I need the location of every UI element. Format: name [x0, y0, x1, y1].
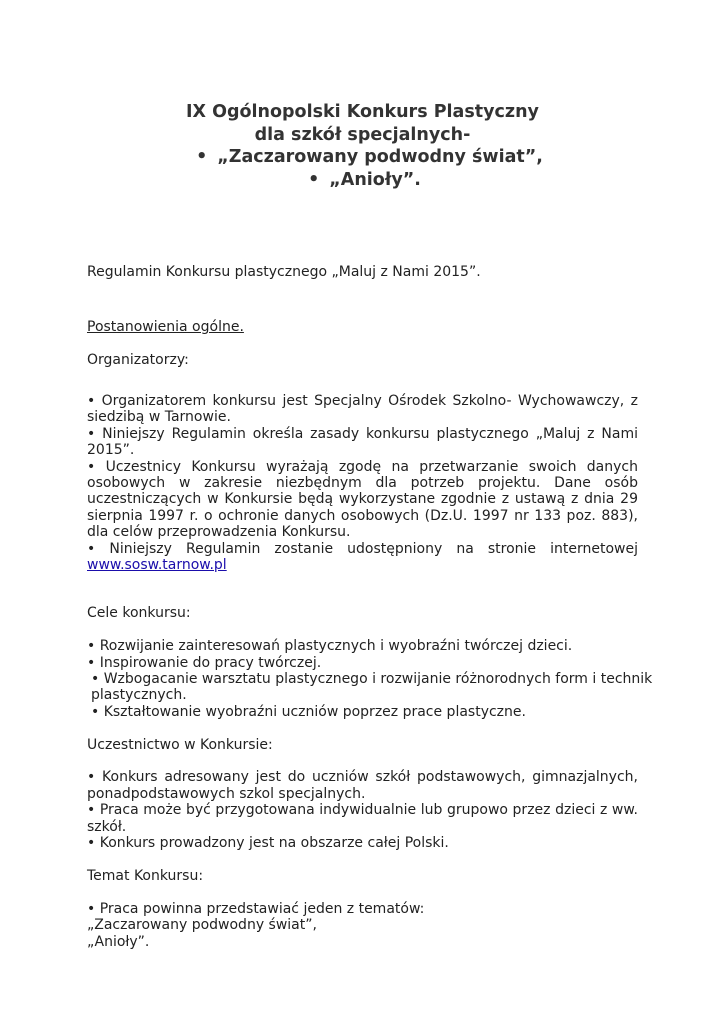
temat-heading: Temat Konkursu:: [87, 867, 204, 884]
bullet-icon: •: [196, 147, 208, 167]
title-topic-1: [0, 146, 725, 169]
postanowienia-heading: Postanowienia ogólne.: [87, 319, 244, 336]
cele-heading: Cele konkursu:: [87, 605, 191, 622]
temat-topic-1: „Zaczarowany podwodny świat”,: [87, 917, 317, 934]
organizatorzy-item-4: [87, 541, 638, 574]
cele-item-3: • Wzbogacanie warsztatu plastycznego i rozwijanie różnorodnych form i technik: [91, 671, 653, 688]
organizatorzy-item-4-text: • Niniejszy Regulamin zostanie udostępniony na stronie internetowej: [87, 540, 638, 557]
temat-topic-2: „Anioły”.: [87, 933, 150, 950]
organizatorzy-heading: Organizatorzy:: [87, 352, 189, 369]
organizatorzy-item-3: • Uczestnicy Konkursu wyrażają zgodę na przetwarzanie swoich danych osobowych w zakresie niezbędnym dla potrzeb projektu. Dane osób uczestniczących w Konkursie będą wykorzystane zgodnie z ustawą z dnia 29 sierpnia 1997 r. o ochronie danych osobowych (Dz.U. 1997 nr 133 poz. 883), dla celów przeprowadzenia Konkursu.: [87, 458, 638, 541]
sosw-website-link[interactable]: www.sosw.tarnow.pl: [87, 557, 227, 574]
organizatorzy-item-1: • Organizatorem konkursu jest Specjalny Ośrodek Szkolno- Wychowawczy, z siedzibą w Tarnowie.: [87, 393, 638, 426]
temat-item-1: • Praca powinna przedstawiać jeden z tematów:: [87, 900, 425, 917]
uczestnictwo-item-1: • Konkurs adresowany jest do uczniów szkół podstawowych, gimnazjalnych, ponadpodstawowych szkol specjalnych.: [87, 769, 638, 802]
title-line-2: dla szkół specjalnych-: [254, 124, 471, 145]
uczestnictwo-item-2: • Praca może być przygotowana indywidualnie lub grupowo przez dzieci z ww. szkół.: [87, 802, 638, 835]
uczestnictwo-item-3: • Konkurs prowadzony jest na obszarze całej Polski.: [87, 835, 449, 852]
organizatorzy-item-2: • Niniejszy Regulamin określa zasady konkursu plastycznego „Maluj z Nami 2015”.: [87, 425, 638, 459]
title-topic-2: [0, 169, 725, 192]
document-body: [87, 264, 653, 950]
document-title: [0, 101, 725, 191]
cele-item-4: • Kształtowanie wyobraźni uczniów poprzez prace plastyczne.: [91, 703, 526, 720]
uczestnictwo-heading: Uczestnictwo w Konkursie:: [87, 736, 273, 753]
title-line-1: IX Ogólnopolski Konkurs Plastyczny: [186, 102, 539, 122]
title-topic-2-text: „Anioły”.: [329, 169, 421, 190]
bullet-icon: •: [308, 169, 320, 190]
cele-item-2: • Inspirowanie do pracy twórczej.: [87, 654, 322, 671]
cele-item-1: • Rozwijanie zainteresowań plastycznych i wyobraźni twórczej dzieci.: [87, 638, 573, 655]
regulamin-line: Regulamin Konkursu plastycznego „Maluj z Nami 2015”.: [87, 264, 481, 280]
title-topic-1-text: „Zaczarowany podwodny świat”,: [217, 147, 543, 167]
cele-item-3-continued: plastycznych.: [91, 687, 187, 704]
